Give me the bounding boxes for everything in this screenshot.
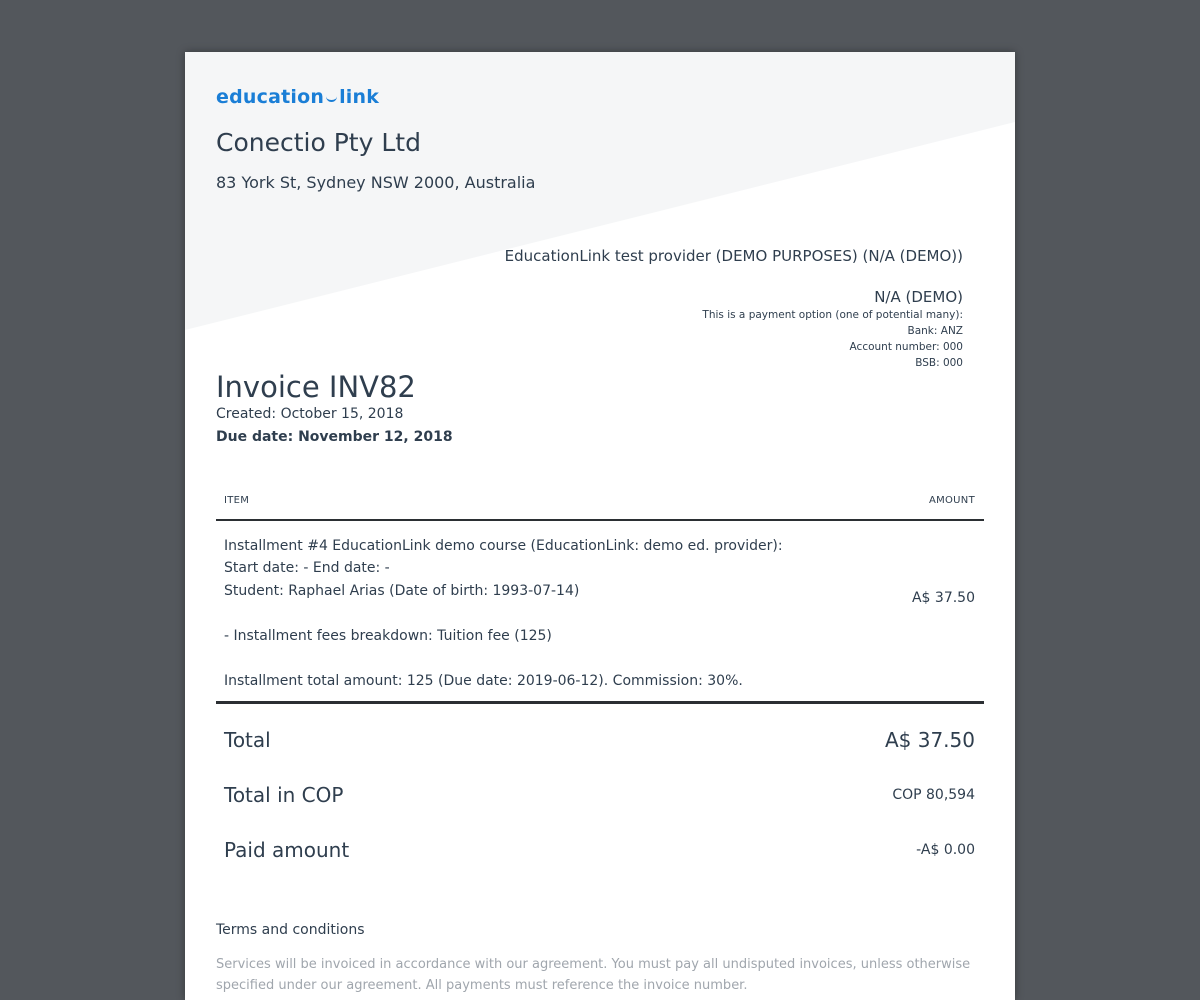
line-item-fees-breakdown: - Installment fees breakdown: Tuition fee (125) [224, 628, 552, 644]
terms-text: Services will be invoiced in accordance with our agreement. You must pay all undisputed invoices, unless otherwise specified under our agreement. All payments must reference the invoice number. [216, 957, 971, 993]
total-value: A$ 37.50 [884, 728, 975, 752]
total-in-cop-label: Total in COP [224, 783, 344, 807]
payment-bsb: BSB: 000 [915, 357, 963, 369]
line-item-description: Installment #4 EducationLink demo course (EducationLink: demo ed. provider): [224, 538, 783, 554]
education-link-logo: education link [216, 86, 380, 108]
column-header-item: ITEM [224, 495, 250, 506]
paid-amount-value: -A$ 0.00 [916, 842, 975, 858]
table-header-divider [216, 519, 984, 521]
paid-amount-label: Paid amount [224, 838, 350, 862]
line-item-student: Student: Raphael Arias (Date of birth: 1993-07-14) [224, 583, 580, 599]
invoice-created-date: Created: October 15, 2018 [216, 406, 404, 422]
company-address: 83 York St, Sydney NSW 2000, Australia [216, 173, 536, 192]
recipient-provider: EducationLink test provider (DEMO PURPOSES) (N/A (DEMO)) [504, 247, 963, 265]
line-item-amount: A$ 37.50 [911, 590, 975, 606]
line-item-dates: Start date: - End date: - [224, 560, 390, 576]
company-name: Conectio Pty Ltd [216, 128, 421, 157]
table-footer-divider [216, 701, 984, 704]
total-in-cop-value: COP 80,594 [892, 787, 975, 803]
column-header-amount: AMOUNT [928, 495, 975, 506]
payment-option-title: N/A (DEMO) [874, 288, 963, 306]
line-item-installment-total: Installment total amount: 125 (Due date: 2019-06-12). Commission: 30%. [224, 673, 743, 689]
invoice-due-date: Due date: November 12, 2018 [216, 429, 453, 445]
total-label: Total [224, 728, 271, 752]
invoice-page [185, 52, 1015, 1000]
invoice-title: Invoice INV82 [216, 370, 416, 404]
payment-bank: Bank: ANZ [907, 325, 963, 337]
terms-title: Terms and conditions [216, 922, 365, 938]
payment-account-number: Account number: 000 [849, 341, 963, 353]
payment-option-note: This is a payment option (one of potential many): [702, 309, 963, 321]
